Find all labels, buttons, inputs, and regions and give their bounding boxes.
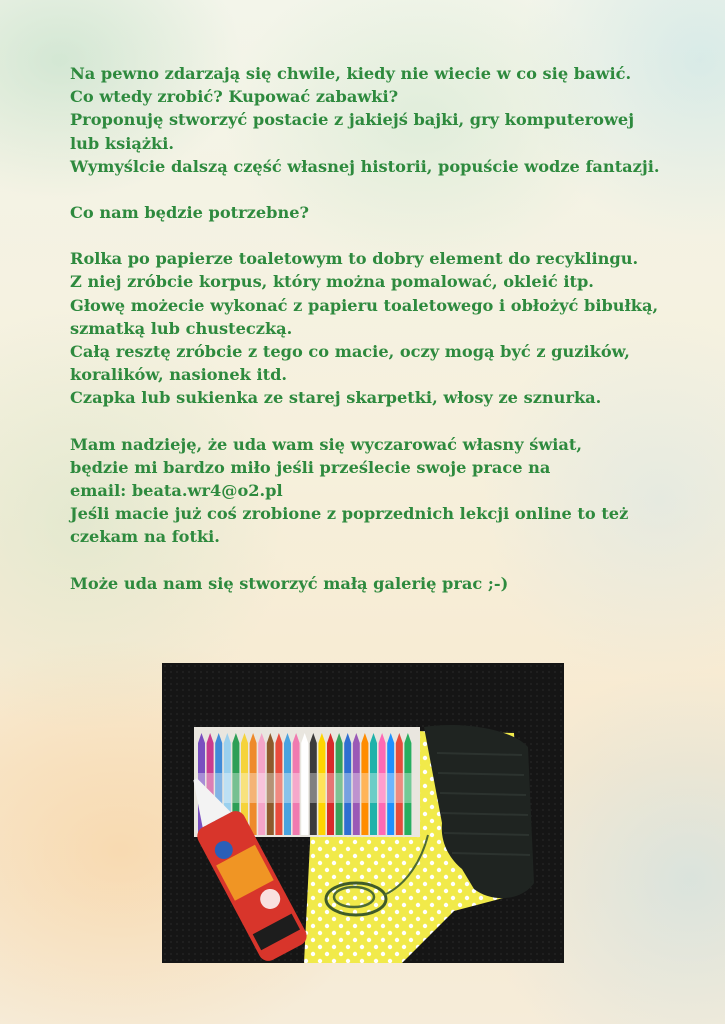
text-line: czekam na fotki.: [70, 527, 220, 547]
email-line: email: beata.wr4@o2.pl: [70, 481, 283, 501]
crayon-wrapper: [353, 773, 360, 803]
crayon-wrapper: [379, 773, 386, 803]
text-line: Mam nadzieję, że uda wam się wyczarować własny świat,: [70, 434, 583, 454]
crayon-wrapper: [336, 773, 343, 803]
paragraph-gap: [70, 549, 710, 572]
crayon-wrapper: [232, 773, 239, 803]
crayon-wrapper: [404, 773, 411, 803]
crayon-wrapper: [361, 773, 368, 803]
crayon-wrapper: [241, 773, 248, 803]
text-line: Proponuję stworzyć postacie z jakiejś bajki, gry komputerowej: [70, 110, 635, 130]
crayon-wrapper: [267, 773, 274, 803]
crayon-wrapper: [250, 773, 257, 803]
crayon-wrapper: [344, 773, 351, 803]
paragraph-gap: [70, 224, 710, 247]
crayon-wrapper: [275, 773, 282, 803]
crayon-wrapper: [327, 773, 334, 803]
crayon-wrapper: [318, 773, 325, 803]
text-line: Całą resztę zróbcie z tego co macie, oczy mogą być z guzików,: [70, 342, 630, 362]
text-line: Rolka po papierze toaletowym to dobry element do recyklingu.: [70, 249, 639, 269]
instructions-paragraph: [70, 247, 710, 409]
craft-supplies-photo: [162, 663, 564, 963]
text-line: Wymyślcie dalszą część własnej historii, popuście wodze fantazji.: [70, 156, 660, 176]
contact-paragraph: [70, 433, 710, 549]
text-line: Głowę możecie wykonać z papieru toaletowego i obłożyć bibułką,: [70, 295, 659, 315]
craft-supplies-illustration: [162, 663, 564, 963]
closing-paragraph: [70, 572, 710, 595]
text-line: Jeśli macie już coś zrobione z poprzednich lekcji online to też: [70, 504, 629, 524]
crayon-wrapper: [224, 773, 231, 803]
text-line: Na pewno zdarzają się chwile, kiedy nie wiecie w co się bawić.: [70, 64, 632, 83]
paragraph-gap: [70, 410, 710, 433]
paragraph-gap: [70, 178, 710, 201]
question-paragraph: [70, 201, 710, 224]
text-line: Czapka lub sukienka ze starej skarpetki, włosy ze sznurka.: [70, 388, 602, 408]
intro-paragraph: [70, 62, 710, 178]
crayon-wrapper: [301, 773, 308, 803]
text-line: koralików, nasionek itd.: [70, 365, 288, 385]
text-line: szmatką lub chusteczką.: [70, 318, 293, 338]
crayon-wrapper: [370, 773, 377, 803]
text-line: lub książki.: [70, 133, 175, 153]
text-line: Co wtedy zrobić? Kupować zabawki?: [70, 87, 399, 107]
crayon-wrapper: [258, 773, 265, 803]
crayon-wrapper: [284, 773, 291, 803]
lesson-text: [70, 62, 710, 595]
text-line: Może uda nam się stworzyć małą galerię prac ;-): [70, 573, 509, 593]
crayon-wrapper: [310, 773, 317, 803]
crayon-wrapper: [387, 773, 394, 803]
text-line: Z niej zróbcie korpus, który można pomalować, okleić itp.: [70, 272, 594, 292]
text-line: będzie mi bardzo miło jeśli prześlecie swoje prace na: [70, 457, 551, 477]
crayon-wrapper: [293, 773, 300, 803]
crayon-wrapper: [396, 773, 403, 803]
text-line: Co nam będzie potrzebne?: [70, 203, 310, 223]
